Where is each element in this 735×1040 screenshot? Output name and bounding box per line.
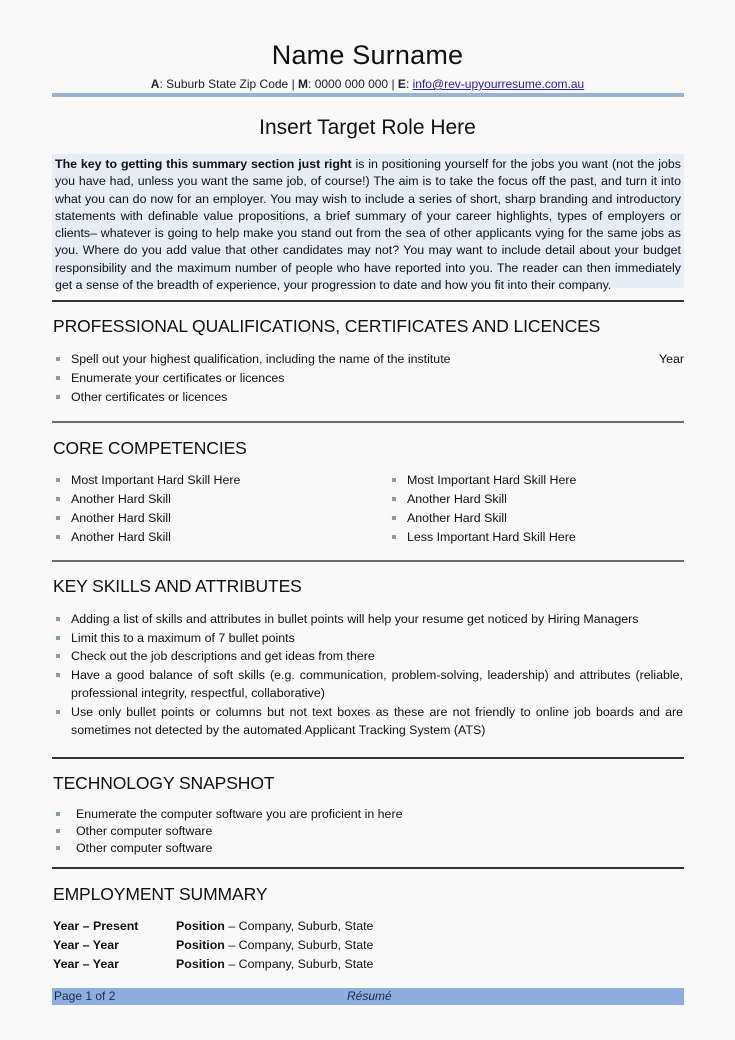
list-item-text: Enumerate the computer software you are proficient in here — [76, 807, 403, 821]
bullet-icon — [56, 829, 60, 833]
employment-position — [176, 955, 373, 974]
list-item-text: Another Hard Skill — [407, 511, 507, 525]
competencies-right-list — [391, 471, 576, 547]
list-item-text: Most Important Hard Skill Here — [71, 473, 241, 487]
bullet-icon — [56, 710, 60, 714]
mobile-value: 0000 000 000 — [314, 77, 389, 91]
list-item — [55, 490, 240, 509]
key-skills-list — [55, 610, 683, 740]
mobile-label: M — [298, 77, 309, 91]
list-item — [55, 629, 683, 648]
list-item — [55, 388, 451, 407]
section-divider — [52, 421, 684, 423]
list-item — [55, 369, 451, 388]
section-divider — [52, 867, 684, 869]
bullet-icon — [56, 357, 60, 361]
list-item — [55, 806, 402, 823]
list-item — [55, 647, 683, 666]
employment-period: Year – Year — [53, 957, 119, 971]
bullet-icon — [56, 516, 60, 520]
employment-row — [53, 917, 683, 936]
bullet-icon — [392, 516, 396, 520]
footer-doc-title: Résumé — [347, 989, 392, 1003]
summary-body: is in positioning yourself for the jobs you want (not the jobs you have had, unless you want the same job, of course!) The aim is to take the focus off the past, and turn it into what you can do now for an employer. You may wish to include a series of short, sharp branding and introductory statements with definable value propositions, a brief summary of your career highlights, types of employers or clients– whatever is going to help make you stand out from the sea of other applicants vying for the same jobs as you. Where do you add value that other candidates may not? You may want to include detail about your budget responsibility and the maximum number of people who have reported into you. The reader can then immediately get a sense of the breadth of experience, your progression to date and how you fit into their company. — [55, 157, 682, 293]
summary-lead: The key to getting this summary section just right — [55, 157, 352, 171]
employment-period: Year – Present — [53, 919, 139, 933]
list-item-text: Other certificates or licences — [71, 390, 228, 404]
bullet-icon — [56, 617, 60, 621]
list-item-text: Less Important Hard Skill Here — [407, 530, 576, 544]
list-item — [55, 666, 683, 703]
bullet-icon — [56, 812, 60, 816]
list-item — [55, 471, 240, 490]
bullet-icon — [56, 636, 60, 640]
bullet-icon — [392, 497, 396, 501]
list-item-text: Enumerate your certificates or licences — [71, 371, 285, 385]
employment-position — [176, 917, 373, 936]
list-item-text: Another Hard Skill — [71, 530, 171, 544]
list-item — [55, 528, 240, 547]
list-item-text: Adding a list of skills and attributes in bullet points will help your resume get noticed by Hiring Managers — [71, 612, 639, 626]
email-label: E — [397, 77, 406, 91]
position-title: Position — [176, 919, 225, 933]
contact-line: A: Suburb State Zip Code | M: 0000 000 000 | E: info@rev-upyourresume.com.au — [150, 77, 585, 91]
bullet-icon — [56, 846, 60, 850]
summary-box — [52, 154, 684, 293]
position-title: Position — [176, 957, 225, 971]
list-item-text: Another Hard Skill — [407, 492, 507, 506]
email-link[interactable]: info@rev-upyourresume.com.au — [412, 77, 585, 91]
list-item-text: Other computer software — [76, 841, 213, 855]
employment-row — [53, 955, 683, 974]
candidate-name: Name Surname — [271, 40, 464, 70]
bullet-icon — [56, 376, 60, 380]
position-details: – Company, Suburb, State — [224, 957, 374, 971]
bullet-icon — [56, 673, 60, 677]
list-item — [55, 610, 683, 629]
list-item — [391, 490, 576, 509]
section-divider — [52, 560, 684, 562]
list-item-text: Spell out your highest qualification, including the name of the institute — [71, 352, 451, 366]
list-item-text: Use only bullet points or columns but not text boxes as these are not friendly to online job boards and are sometimes not detected by the automated Applicant Tracking System (ATS) — [71, 704, 683, 737]
bullet-icon — [56, 395, 60, 399]
list-item — [55, 350, 451, 369]
list-item — [55, 703, 683, 740]
separator: | — [291, 77, 295, 91]
technology-list — [55, 806, 402, 857]
section-divider — [52, 757, 684, 759]
core-competencies-title: CORE COMPETENCIES — [53, 438, 247, 458]
bullet-icon — [56, 654, 60, 658]
list-item — [55, 509, 240, 528]
address-label: A — [150, 77, 160, 91]
list-item-text: Another Hard Skill — [71, 492, 171, 506]
bullet-icon — [56, 478, 60, 482]
address-value: Suburb State Zip Code — [166, 77, 289, 91]
competencies-left-list — [55, 471, 240, 547]
list-item-text: Limit this to a maximum of 7 bullet points — [71, 630, 295, 645]
list-item — [391, 528, 576, 547]
qualifications-title: PROFESSIONAL QUALIFICATIONS, CERTIFICATES AND LICENCES — [53, 316, 601, 336]
qualifications-list — [55, 350, 451, 407]
list-item — [55, 840, 402, 857]
header-divider — [52, 93, 684, 97]
bullet-icon — [392, 478, 396, 482]
bullet-icon — [392, 535, 396, 539]
employment-position — [176, 936, 373, 955]
bullet-icon — [56, 497, 60, 501]
list-item-text: Have a good balance of soft skills (e.g. communication, problem-solving, leadership) and attributes (reliable, professional integrity, respectful, collaborative) — [71, 667, 683, 700]
target-role-heading: Insert Target Role Here — [259, 116, 476, 139]
list-item — [55, 823, 402, 840]
list-item-text: Another Hard Skill — [71, 511, 171, 525]
list-item-text: Check out the job descriptions and get ideas from there — [71, 649, 375, 663]
position-details: – Company, Suburb, State — [224, 919, 374, 933]
page-number: Page 1 of 2 — [54, 989, 116, 1003]
bullet-icon — [56, 535, 60, 539]
employment-period: Year – Year — [53, 938, 119, 952]
key-skills-title: KEY SKILLS AND ATTRIBUTES — [53, 576, 302, 596]
page-footer — [52, 988, 684, 1005]
list-item — [391, 509, 576, 528]
employment-title: EMPLOYMENT SUMMARY — [53, 884, 268, 904]
list-item — [391, 471, 576, 490]
list-item-text: Most Important Hard Skill Here — [407, 473, 577, 487]
position-title: Position — [176, 938, 225, 952]
technology-title: TECHNOLOGY SNAPSHOT — [53, 773, 275, 793]
position-details: – Company, Suburb, State — [224, 938, 374, 952]
employment-row — [53, 936, 683, 955]
section-divider — [52, 300, 684, 302]
separator: | — [391, 77, 395, 91]
list-item-text: Other computer software — [76, 824, 213, 838]
qualification-year: Year — [659, 352, 685, 366]
